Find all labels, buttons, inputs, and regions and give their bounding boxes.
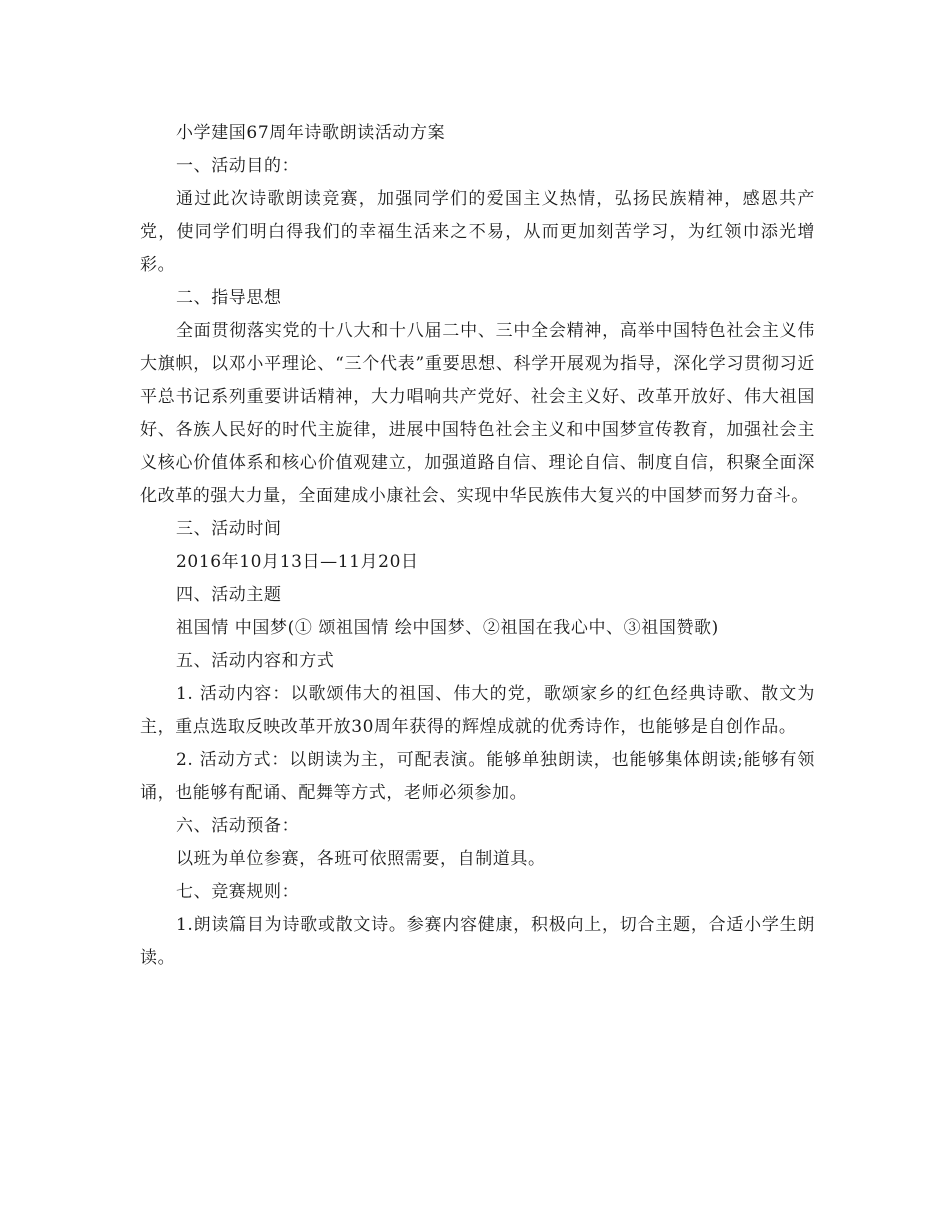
- section-heading-content-method: 五、活动内容和方式: [176, 651, 335, 671]
- section-heading-time: 三、活动时间: [176, 519, 282, 539]
- section-heading-purpose: 一、活动目的：: [176, 156, 300, 176]
- document-page: [140, 117, 815, 975]
- paragraph-preparation: 以班为单位参赛，各班可依照需要，自制道具。: [176, 849, 546, 869]
- paragraph-guiding-ideology: 全面贯彻落实党的十八大和十八届二中、三中全会精神，高举中国特色社会主义伟大旗帜，以邓小平理论、“三个代表”重要思想、科学开展观为指导，深化学习贯彻习近平总书记系列重要讲话精神，大力唱响共产党好、社会主义好、改革开放好、伟大祖国好、各族人民好的时代主旋律，进展中国特色社会主义和中国梦宣传教育，加强社会主义核心价值体系和核心价值观建立，加强道路自信、理论自信、制度自信，积聚全面深化改革的强大力量，全面建成小康社会、实现中华民族伟大复兴的中国梦而努力奋斗。: [140, 321, 815, 506]
- paragraph-purpose: 通过此次诗歌朗读竞赛，加强同学们的爱国主义热情，弘扬民族精神，感恩共产党，使同学们明白得我们的幸福生活来之不易，从而更加刻苦学习，为红领巾添光增彩。: [140, 189, 815, 275]
- document-title: 小学建国67周年诗歌朗读活动方案: [176, 123, 446, 143]
- paragraph-theme: 祖国情 中国梦(① 颂祖国情 绘中国梦、②祖国在我心中、③祖国赞歌): [176, 618, 719, 638]
- paragraph-rule-1: 1.朗读篇目为诗歌或散文诗。参赛内容健康，积极向上，切合主题，合适小学生朗读。: [140, 915, 815, 968]
- section-heading-rules: 七、竞赛规则：: [176, 882, 300, 902]
- section-heading-guiding-ideology: 二、指导思想: [176, 288, 282, 308]
- paragraph-content: 1. 活动内容：以歌颂伟大的祖国、伟大的党，歌颂家乡的红色经典诗歌、散文为主，重点选取反映改革开放30周年获得的辉煌成就的优秀诗作，也能够是自创作品。: [140, 684, 815, 737]
- paragraph-time: 2016年10月13日—11月20日: [176, 552, 419, 572]
- section-heading-preparation: 六、活动预备：: [176, 816, 300, 836]
- section-heading-theme: 四、活动主题: [176, 585, 282, 605]
- paragraph-method: 2. 活动方式：以朗读为主，可配表演。能够单独朗读，也能够集体朗读;能够有领诵，也能够有配诵、配舞等方式，老师必须参加。: [140, 750, 815, 803]
